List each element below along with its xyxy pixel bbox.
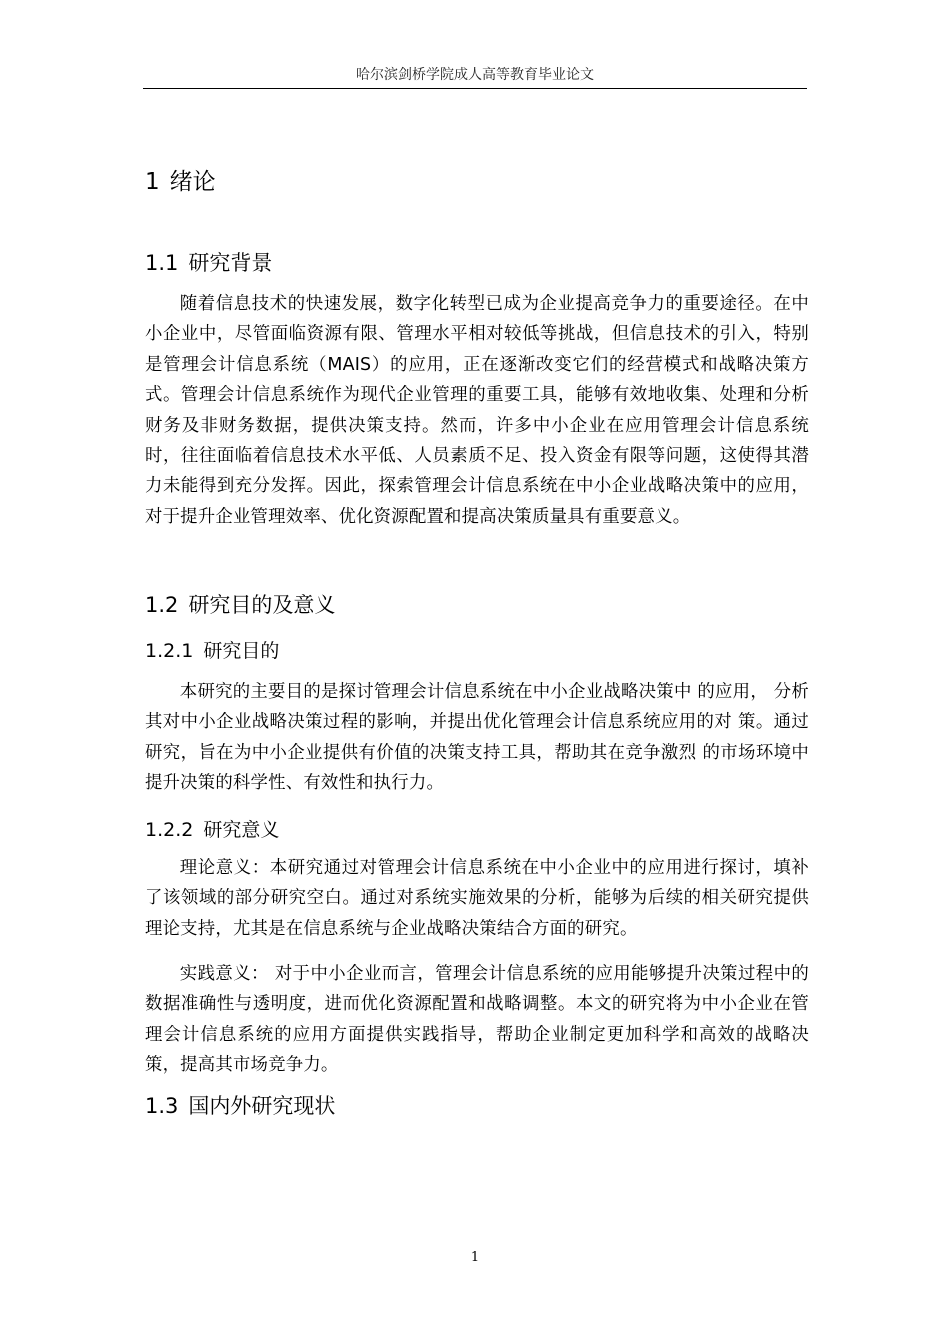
section-number: 1.1 <box>145 251 179 275</box>
section-title: 国内外研究现状 <box>188 1094 336 1118</box>
header-divider <box>143 88 807 89</box>
running-header: 哈尔滨剑桥学院成人高等教育毕业论文 <box>356 67 594 83</box>
section-title: 研究目的及意义 <box>188 593 336 617</box>
section-1-2-2-heading <box>145 815 279 842</box>
chapter-title: 绪论 <box>169 169 216 195</box>
background-paragraph: 随着信息技术的快速发展，数字化转型已成为企业提高竞争力的重要途径。在中小企业中，尽管面临资源有限、管理水平相对较低等挑战，但信息技术的引入，特别是管理会计信息系统（MAIS）的应用，正在逐渐改变它们的经营模式和战略决策方式。管理会计信息系统作为现代企业管理的重要工具，能够有效地收集、处理和分析财务及非财务数据，提供决策支持。然而，许多中小企业在应用管理会计信息系统时，往往面临着信息技术水平低、人员素质不足、投入资金有限等问题，这使得其潜力未能得到充分发挥。因此，探索管理会计信息系统在中小企业战略决策中的应用，对于提升企业管理效率、优化资源配置和提高决策质量具有重要意义。 <box>145 294 809 527</box>
section-title: 研究背景 <box>188 251 273 275</box>
page-number: 1 <box>470 1250 480 1265</box>
purpose-paragraph: 本研究的主要目的是探讨管理会计信息系统在中小企业战略决策中 的应用， 分析其对中小企业战略决策过程的影响，并提出优化管理会计信息系统应用的对 策。通过研究，旨在为中小企业提供有价值的决策支持工具，帮助其在竞争激烈 的市场环境中提升决策的科学性、有效性和执行力。 <box>145 682 809 794</box>
section-title: 研究目的 <box>203 640 280 662</box>
section-number: 1.3 <box>145 1094 179 1118</box>
section-1-2-1-heading <box>145 636 279 663</box>
practice-significance-paragraph: 实践意义： 对于中小企业而言，管理会计信息系统的应用能够提升决策过程中的数据准确性与透明度，进而优化资源配置和战略调整。本文的研究将为中小企业在管理会计信息系统的应用方面提供实践指导，帮助企业制定更加科学和高效的战略决策，提高其市场竞争力。 <box>145 964 809 1076</box>
section-1-2-heading <box>145 589 335 619</box>
section-title: 研究意义 <box>203 819 280 841</box>
section-1-1-heading <box>145 247 272 277</box>
chapter-heading <box>145 163 216 196</box>
section-1-3-heading <box>145 1090 335 1120</box>
theory-significance-paragraph: 理论意义：本研究通过对管理会计信息系统在中小企业中的应用进行探讨，填补了该领域的部分研究空白。通过对系统实施效果的分析，能够为后续的相关研究提供理论支持，尤其是在信息系统与企业战略决策结合方面的研究。 <box>145 858 809 939</box>
section-number: 1.2 <box>145 593 179 617</box>
section-number: 1.2.1 <box>145 640 194 662</box>
section-number: 1.2.2 <box>145 819 194 841</box>
chapter-number: 1 <box>145 169 160 195</box>
